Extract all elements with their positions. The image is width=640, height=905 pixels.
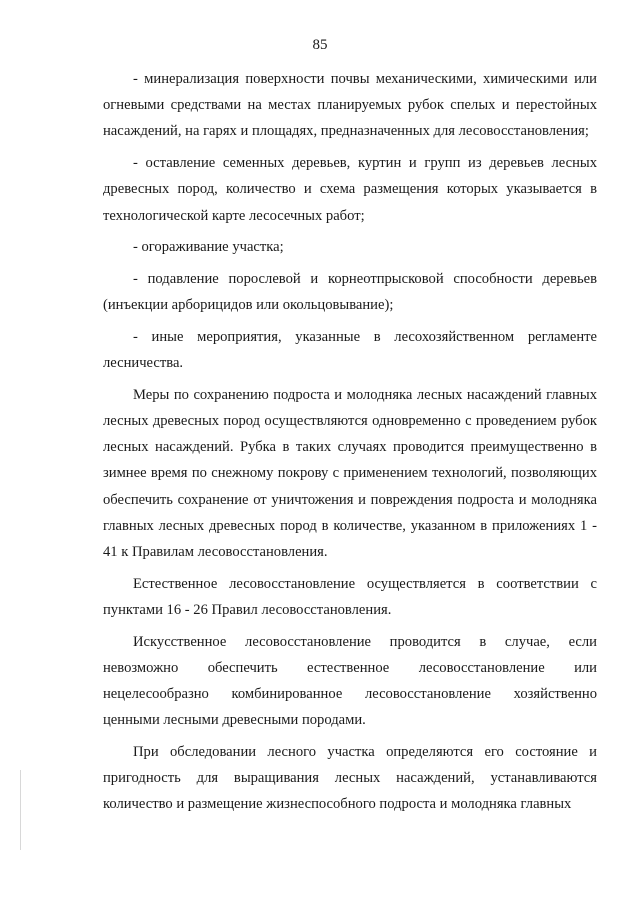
list-item-mineralization: - минерализация поверхности почвы механическими, химическими или огневыми средствами на местах планируемых рубок спелых и перестойных насаждений, на гарях и площадях, предназначенных для лесовосстановления; — [103, 71, 597, 140]
document-body — [103, 66, 597, 823]
paragraph-artificial-reforestation: Искусственное лесовосстановление проводится в случае, если невозможно обеспечить естественное лесовосстановление или нецелесообразно комбинированное лесовосстановление хозяйственно ценными лесными древесными породами. — [103, 633, 597, 729]
page-number: 85 — [312, 37, 328, 53]
list-item-suppression: - подавление порослевой и корнеотпрысковой способности деревьев (инъекции арборицидов или окольцовывание); — [103, 270, 597, 314]
paragraph-site-survey: При обследовании лесного участка определяются его состояние и пригодность для выращивания лесных насаждений, устанавливаются количество и размещение жизнеспособного подроста и молодняка главных — [103, 743, 597, 813]
list-item-other-measures: - иные мероприятия, указанные в лесохозяйственном регламенте лесничества. — [103, 328, 597, 372]
scan-margin-line — [20, 770, 21, 850]
paragraph-undergrowth-preservation: Меры по сохранению подроста и молодняка лесных насаждений главных лесных древесных пород осуществляются одновременно с проведением рубок лесных насаждений. Рубка в таких случаях проводится преимущественно в зимнее время по снежному покрову с применением технологий, позволяющих обеспечить сохранение от уничтожения и повреждения подроста и молодняка главных лесных древесных пород в количестве, указанном в приложениях 1 - 41 к Правилам лесовосстановления. — [103, 386, 597, 560]
paragraph-natural-reforestation: Естественное лесовосстановление осуществляется в соответствии с пунктами 16 - 26 Правил лесовосстановления. — [103, 575, 597, 618]
list-item-seed-trees: - оставление семенных деревьев, куртин и групп из деревьев лесных древесных пород, количество и схема размещения которых указывается в технологической карте лесосечных работ; — [103, 155, 597, 224]
list-item-fencing: - огораживание участка; — [133, 239, 284, 256]
